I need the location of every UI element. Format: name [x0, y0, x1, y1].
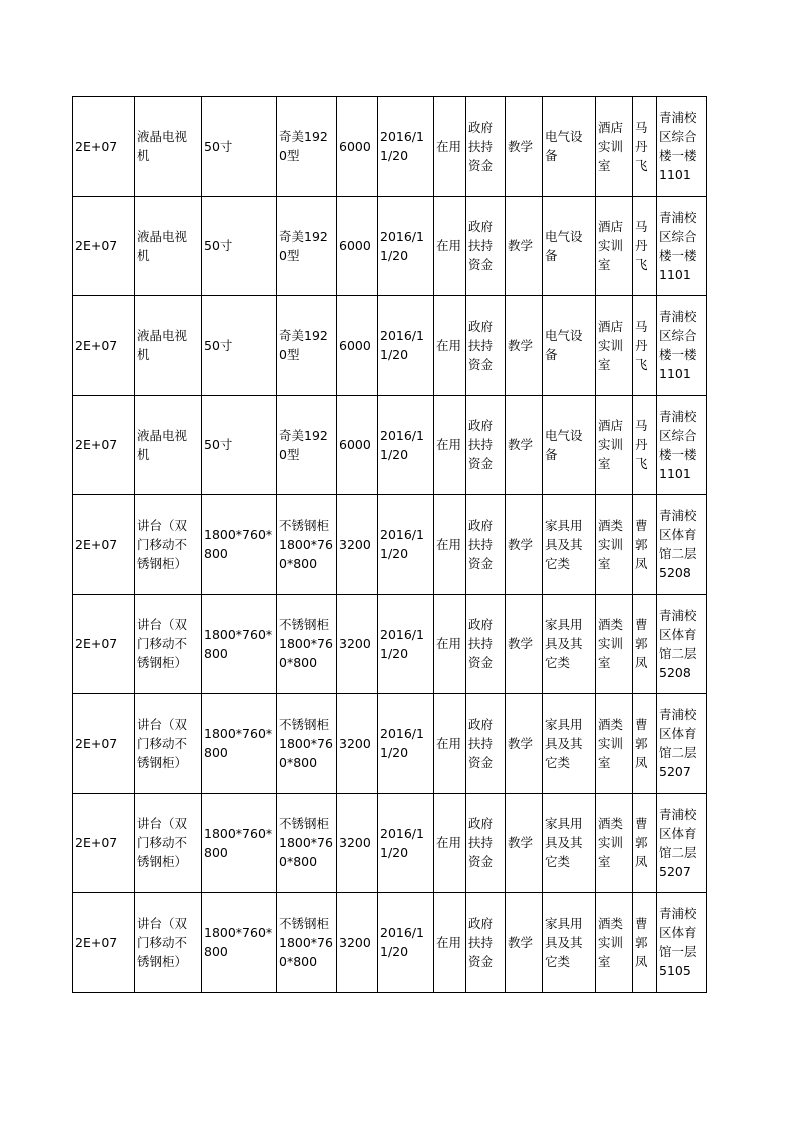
cell-model: 奇美1920型	[277, 196, 337, 296]
cell-purchase-date: 2016/11/20	[378, 395, 434, 495]
cell-spec: 1800*760*800	[202, 893, 277, 993]
cell-funding-source: 政府扶持资金	[466, 495, 506, 595]
table-row	[73, 594, 707, 694]
cell-usage: 教学	[506, 893, 543, 993]
cell-location: 青浦校区体育馆二层5208	[657, 594, 707, 694]
cell-spec: 50寸	[202, 97, 277, 197]
cell-department: 酒店实训室	[596, 395, 633, 495]
cell-department: 酒店实训室	[596, 97, 633, 197]
table-body	[73, 97, 707, 993]
cell-amount: 3200	[337, 594, 378, 694]
cell-custodian: 曹郭凤	[633, 893, 657, 993]
cell-purchase-date: 2016/11/20	[378, 694, 434, 794]
cell-status: 在用	[434, 395, 466, 495]
cell-status: 在用	[434, 893, 466, 993]
cell-custodian: 马丹飞	[633, 97, 657, 197]
cell-funding-source: 政府扶持资金	[466, 694, 506, 794]
cell-location: 青浦校区体育馆二层5207	[657, 793, 707, 893]
cell-asset-name: 讲台（双门移动不锈钢柜）	[135, 793, 202, 893]
cell-category: 家具用具及其它类	[543, 793, 596, 893]
cell-department: 酒类实训室	[596, 893, 633, 993]
cell-location: 青浦校区体育馆二层5207	[657, 694, 707, 794]
cell-model: 不锈钢柜1800*760*800	[277, 495, 337, 595]
cell-location: 青浦校区综合楼一楼1101	[657, 395, 707, 495]
cell-spec: 1800*760*800	[202, 793, 277, 893]
cell-spec: 50寸	[202, 196, 277, 296]
cell-model: 不锈钢柜1800*760*800	[277, 793, 337, 893]
cell-spec: 50寸	[202, 296, 277, 396]
cell-funding-source: 政府扶持资金	[466, 296, 506, 396]
cell-purchase-date: 2016/11/20	[378, 196, 434, 296]
cell-department: 酒类实训室	[596, 594, 633, 694]
cell-asset-name: 液晶电视机	[135, 196, 202, 296]
cell-location: 青浦校区体育馆二层5208	[657, 495, 707, 595]
cell-asset-name: 讲台（双门移动不锈钢柜）	[135, 694, 202, 794]
cell-asset-code: 2E+07	[73, 594, 135, 694]
cell-funding-source: 政府扶持资金	[466, 793, 506, 893]
cell-amount: 3200	[337, 793, 378, 893]
cell-category: 家具用具及其它类	[543, 495, 596, 595]
cell-location: 青浦校区综合楼一楼1101	[657, 196, 707, 296]
cell-model: 不锈钢柜1800*760*800	[277, 893, 337, 993]
cell-department: 酒类实训室	[596, 793, 633, 893]
cell-usage: 教学	[506, 594, 543, 694]
cell-category: 家具用具及其它类	[543, 893, 596, 993]
cell-purchase-date: 2016/11/20	[378, 793, 434, 893]
cell-amount: 3200	[337, 694, 378, 794]
cell-purchase-date: 2016/11/20	[378, 893, 434, 993]
cell-amount: 3200	[337, 893, 378, 993]
table-row	[73, 495, 707, 595]
cell-custodian: 曹郭凤	[633, 793, 657, 893]
cell-usage: 教学	[506, 97, 543, 197]
cell-department: 酒类实训室	[596, 495, 633, 595]
cell-custodian: 曹郭凤	[633, 594, 657, 694]
cell-custodian: 马丹飞	[633, 196, 657, 296]
cell-asset-name: 液晶电视机	[135, 296, 202, 396]
cell-custodian: 曹郭凤	[633, 495, 657, 595]
cell-status: 在用	[434, 97, 466, 197]
cell-funding-source: 政府扶持资金	[466, 594, 506, 694]
cell-asset-code: 2E+07	[73, 97, 135, 197]
cell-usage: 教学	[506, 495, 543, 595]
cell-amount: 6000	[337, 296, 378, 396]
cell-asset-code: 2E+07	[73, 495, 135, 595]
cell-funding-source: 政府扶持资金	[466, 196, 506, 296]
cell-usage: 教学	[506, 296, 543, 396]
cell-status: 在用	[434, 694, 466, 794]
cell-model: 奇美1920型	[277, 97, 337, 197]
cell-funding-source: 政府扶持资金	[466, 395, 506, 495]
cell-asset-code: 2E+07	[73, 793, 135, 893]
cell-amount: 6000	[337, 196, 378, 296]
cell-model: 奇美1920型	[277, 395, 337, 495]
cell-purchase-date: 2016/11/20	[378, 296, 434, 396]
cell-category: 电气设备	[543, 395, 596, 495]
cell-location: 青浦校区综合楼一楼1101	[657, 97, 707, 197]
cell-purchase-date: 2016/11/20	[378, 495, 434, 595]
cell-location: 青浦校区体育馆一层5105	[657, 893, 707, 993]
table-row	[73, 97, 707, 197]
cell-asset-name: 讲台（双门移动不锈钢柜）	[135, 893, 202, 993]
table-row	[73, 395, 707, 495]
cell-status: 在用	[434, 495, 466, 595]
cell-funding-source: 政府扶持资金	[466, 893, 506, 993]
table-row	[73, 196, 707, 296]
cell-category: 家具用具及其它类	[543, 594, 596, 694]
cell-department: 酒店实训室	[596, 196, 633, 296]
cell-spec: 1800*760*800	[202, 495, 277, 595]
cell-spec: 50寸	[202, 395, 277, 495]
cell-asset-name: 讲台（双门移动不锈钢柜）	[135, 495, 202, 595]
cell-custodian: 曹郭凤	[633, 694, 657, 794]
cell-spec: 1800*760*800	[202, 694, 277, 794]
cell-asset-code: 2E+07	[73, 694, 135, 794]
cell-amount: 3200	[337, 495, 378, 595]
cell-amount: 6000	[337, 395, 378, 495]
table-row	[73, 296, 707, 396]
cell-usage: 教学	[506, 395, 543, 495]
cell-spec: 1800*760*800	[202, 594, 277, 694]
cell-model: 不锈钢柜1800*760*800	[277, 694, 337, 794]
cell-usage: 教学	[506, 793, 543, 893]
cell-purchase-date: 2016/11/20	[378, 97, 434, 197]
cell-category: 电气设备	[543, 196, 596, 296]
cell-location: 青浦校区综合楼一楼1101	[657, 296, 707, 396]
cell-asset-name: 液晶电视机	[135, 395, 202, 495]
asset-table	[72, 96, 707, 993]
cell-status: 在用	[434, 196, 466, 296]
table-row	[73, 893, 707, 993]
cell-funding-source: 政府扶持资金	[466, 97, 506, 197]
table-row	[73, 793, 707, 893]
table-row	[73, 694, 707, 794]
cell-category: 家具用具及其它类	[543, 694, 596, 794]
cell-model: 奇美1920型	[277, 296, 337, 396]
cell-status: 在用	[434, 296, 466, 396]
cell-usage: 教学	[506, 196, 543, 296]
cell-asset-code: 2E+07	[73, 296, 135, 396]
cell-custodian: 马丹飞	[633, 395, 657, 495]
cell-asset-code: 2E+07	[73, 395, 135, 495]
cell-status: 在用	[434, 793, 466, 893]
cell-amount: 6000	[337, 97, 378, 197]
cell-asset-code: 2E+07	[73, 196, 135, 296]
cell-asset-name: 液晶电视机	[135, 97, 202, 197]
cell-purchase-date: 2016/11/20	[378, 594, 434, 694]
cell-model: 不锈钢柜1800*760*800	[277, 594, 337, 694]
cell-asset-name: 讲台（双门移动不锈钢柜）	[135, 594, 202, 694]
cell-usage: 教学	[506, 694, 543, 794]
cell-category: 电气设备	[543, 97, 596, 197]
cell-department: 酒类实训室	[596, 694, 633, 794]
cell-status: 在用	[434, 594, 466, 694]
cell-category: 电气设备	[543, 296, 596, 396]
cell-department: 酒店实训室	[596, 296, 633, 396]
cell-custodian: 马丹飞	[633, 296, 657, 396]
cell-asset-code: 2E+07	[73, 893, 135, 993]
